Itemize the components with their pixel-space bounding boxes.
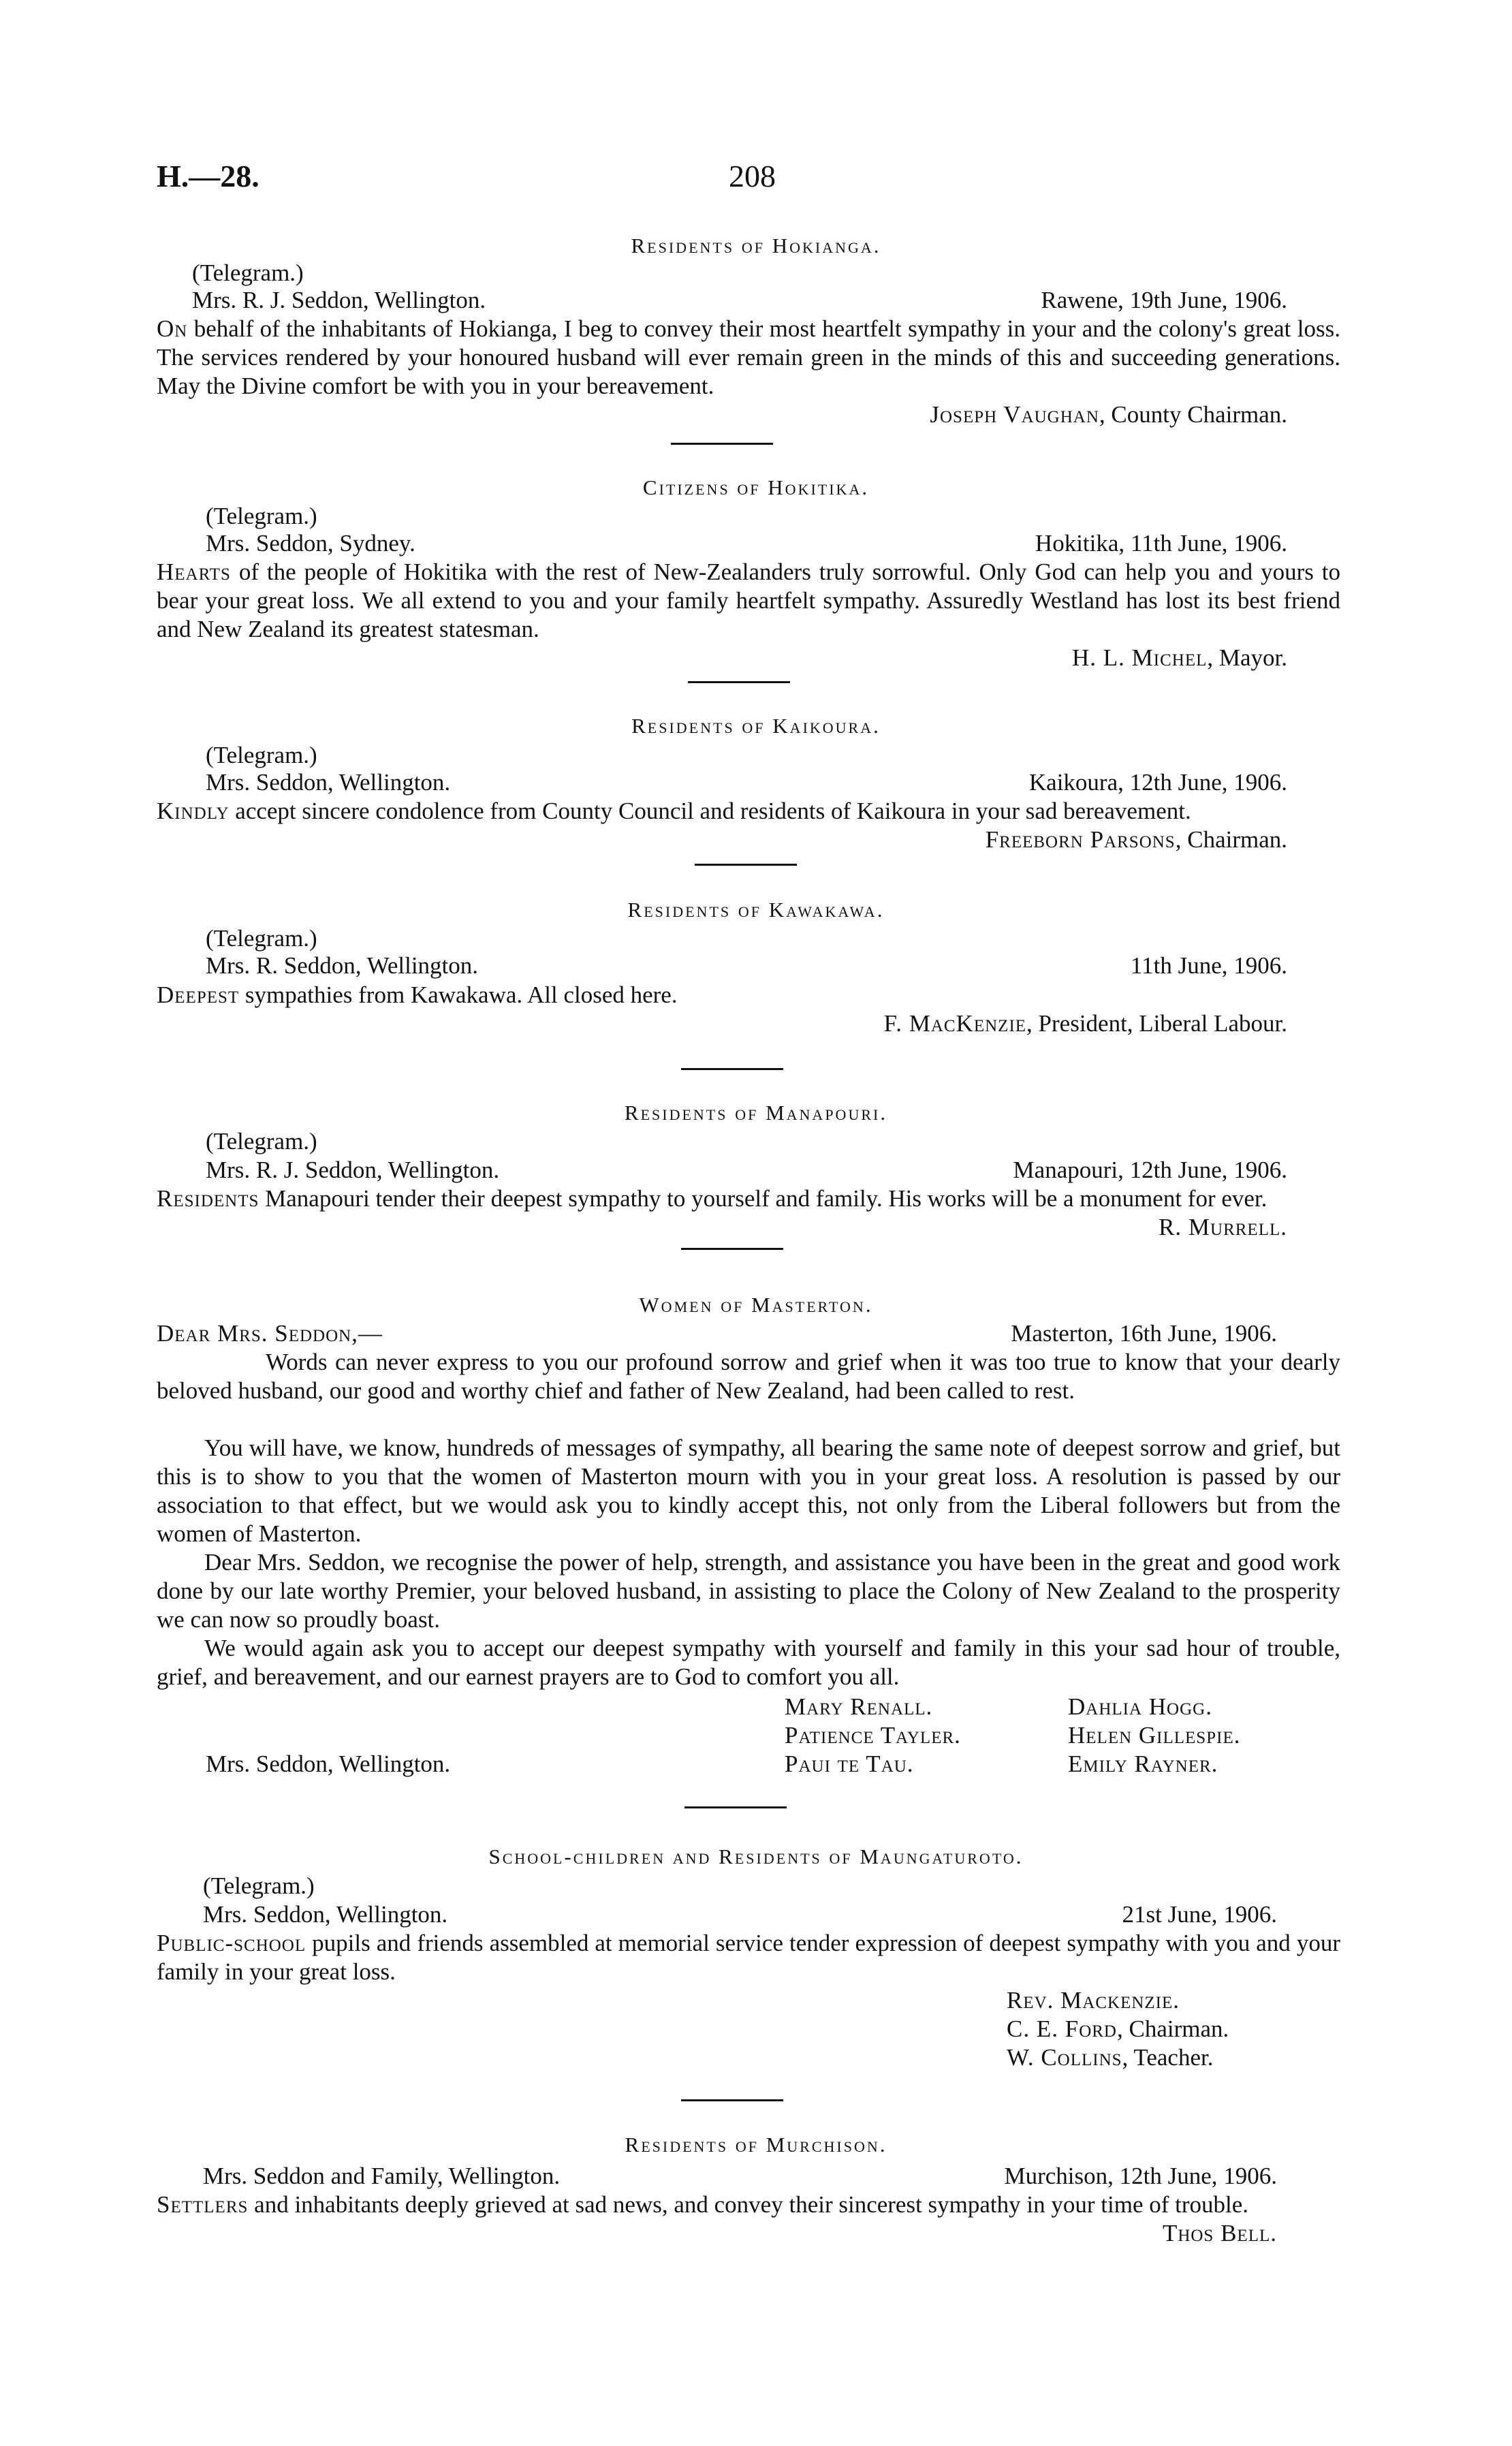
signatory: Emily Rayner. (1068, 1751, 1218, 1777)
message-text: of the people of Hokitika with the rest of New-Zealanders truly sorrowful. Only God can help you and yours to bear your great loss. We all extend to you and your family heartfelt sympathy. Assuredly Westland has lost its best friend and New Zealand its greatest statesman. (157, 559, 1340, 642)
addressee: Mrs. R. J. Seddon, Wellington. (206, 1157, 500, 1183)
signature (1007, 2043, 1213, 2072)
section-divider (681, 1068, 783, 1070)
signature-name: Freeborn Parsons (985, 826, 1176, 853)
message-lead: On (157, 315, 188, 342)
signature (884, 1009, 1287, 1038)
message-text: Manapouri tender their deepest sympathy to yourself and family. His works will be a monument for ever. (259, 1185, 1267, 1212)
addressee: Mrs. Seddon, Wellington. (206, 1751, 451, 1777)
message-text: and inhabitants deeply grieved at sad news, and convey their sincerest sympathy in your time of trouble. (248, 2191, 1249, 2218)
telegram-label: (Telegram.) (206, 1128, 317, 1155)
addressee: Mrs. Seddon, Wellington. (206, 769, 451, 796)
signature-title: , Mayor. (1207, 644, 1287, 671)
message-body (157, 558, 1340, 644)
signature-title: , Chairman. (1175, 826, 1287, 853)
addressee: Mrs. Seddon, Sydney. (206, 530, 415, 556)
signature-name: F. MacKenzie (883, 1010, 1027, 1037)
letter-paragraph: We would again ask you to accept our deepest sympathy with yourself and family in this your sad hour of trouble, grief, and bereavement, and our earnest prayers are to God to comfort you all. (157, 1635, 1340, 1690)
signature-title: , Chairman. (1116, 2016, 1229, 2042)
telegram-label: (Telegram.) (206, 742, 317, 768)
signature (1007, 1986, 1180, 2015)
place-date: Murchison, 12th June, 1906. (1004, 2163, 1277, 2189)
signature-name: Thos Bell. (1162, 2220, 1277, 2246)
message-lead: Hearts (157, 559, 231, 585)
addressee: Mrs. R. J. Seddon, Wellington. (192, 287, 486, 313)
signatory: Paui te Tau. (785, 1751, 914, 1777)
message-text: sympathies from Kawakawa. All closed here. (239, 982, 678, 1008)
addressee: Mrs. Seddon, Wellington. (203, 1901, 448, 1928)
message-body (157, 797, 1340, 826)
place-date: Masterton, 16th June, 1906. (1011, 1320, 1277, 1347)
telegram-label: (Telegram.) (192, 260, 304, 286)
place-date: 21st June, 1906. (1122, 1901, 1277, 1928)
signature-title: , County Chairman. (1099, 401, 1287, 428)
section-divider (684, 1806, 787, 1808)
signatory: Dahlia Hogg. (1068, 1693, 1212, 1720)
section-heading-maungaturoto: School-children and Residents of Maungaturoto. (488, 1845, 1024, 1868)
signatory: Helen Gillespie. (1068, 1722, 1241, 1749)
salutation: Dear Mrs. Seddon,— (157, 1320, 383, 1347)
message-lead: Residents (157, 1185, 259, 1212)
message-lead: Public-school (157, 1930, 306, 1956)
message-body (157, 315, 1340, 401)
signature-name: H. L. Michel (1071, 644, 1208, 671)
page-number: 208 (729, 159, 776, 193)
telegram-label: (Telegram.) (206, 925, 317, 952)
section-divider (671, 443, 773, 445)
letter-paragraph: You will have, we know, hundreds of messages of sympathy, all bearing the same note of deepest sorrow and grief, but this is to show to you that the women of Masterton mourn with you in your great loss. A resolution is passed by our association to that effect, but we would ask you to kindly accept this, not only from the Liberal followers but from the women of Masterton. (157, 1434, 1340, 1547)
message-text: accept sincere condolence from County Council and residents of Kaikoura in your sad bereavement. (229, 798, 1191, 824)
telegram-label: (Telegram.) (206, 503, 317, 529)
section-divider (695, 864, 797, 866)
section-heading-manapouri: Residents of Manapouri. (624, 1101, 888, 1125)
signatory: Mary Renall. (785, 1693, 933, 1720)
signature (1072, 644, 1287, 672)
telegram-label: (Telegram.) (203, 1872, 315, 1899)
place-date: Hokitika, 11th June, 1906. (1035, 530, 1287, 556)
place-date: 11th June, 1906. (1130, 952, 1287, 979)
signature (930, 401, 1287, 429)
message-body (157, 981, 678, 1009)
message-body (157, 2191, 1340, 2219)
message-text: behalf of the inhabitants of Hokianga, I beg to convey their most heartfelt sympathy in your and the colony's great loss. The services rendered by your honoured husband will ever remain green in the minds of this and succeeding generations. May the Divine comfort be with you in your bereavement. (157, 315, 1340, 399)
signature (1007, 2015, 1229, 2043)
section-divider (681, 2099, 783, 2101)
message-text: pupils and friends assembled at memorial service tender expression of deepest sympathy with you and your family in your great loss. (157, 1930, 1340, 1985)
document-id: H.—28. (157, 159, 259, 193)
addressee: Mrs. Seddon and Family, Wellington. (203, 2163, 561, 2189)
addressee: Mrs. R. Seddon, Wellington. (206, 952, 479, 979)
letter-paragraph: Dear Mrs. Seddon, we recognise the power of help, strength, and assistance you have been in the great and good work done by our late worthy Premier, your beloved husband, in assisting to place the Colony of New Zealand to the prosperity we can now so proudly boast. (157, 1549, 1340, 1633)
signatory: Patience Tayler. (785, 1722, 961, 1749)
signature-name: Rev. Mackenzie. (1007, 1987, 1180, 2013)
section-heading-hokitika: Citizens of Hokitika. (642, 475, 870, 499)
message-lead: Deepest (157, 982, 240, 1008)
place-date: Kaikoura, 12th June, 1906. (1028, 769, 1287, 796)
section-divider (688, 681, 790, 683)
signature-title: , President, Liberal Labour. (1026, 1010, 1287, 1037)
signature (986, 826, 1287, 854)
message-lead: Kindly (157, 798, 230, 824)
section-heading-murchison: Residents of Murchison. (625, 2133, 887, 2157)
letter-paragraph: Words can never express to you our profound sorrow and grief when it was too true to know that your dearly beloved husband, our good and worthy chief and father of New Zealand, had been called to rest. (157, 1349, 1340, 1404)
signature-title: , Teacher. (1122, 2044, 1214, 2071)
signature-name: R. Murrell. (1159, 1214, 1287, 1240)
section-heading-hokianga: Residents of Hokianga. (631, 234, 881, 257)
message-lead: Settlers (157, 2191, 249, 2218)
place-date: Manapouri, 12th June, 1906. (1013, 1157, 1287, 1183)
message-body (157, 1929, 1340, 1986)
section-heading-kawakawa: Residents of Kawakawa. (627, 898, 885, 922)
place-date: Rawene, 19th June, 1906. (1041, 287, 1287, 313)
signature-name: Joseph Vaughan (930, 401, 1099, 428)
section-divider (681, 1248, 783, 1250)
signature-name: W. Collins (1007, 2044, 1122, 2071)
section-heading-kaikoura: Residents of Kaikoura. (631, 714, 881, 738)
section-heading-masterton: Women of Masterton. (639, 1293, 873, 1317)
message-body (157, 1185, 1340, 1213)
signature-name: C. E. Ford (1007, 2016, 1117, 2042)
